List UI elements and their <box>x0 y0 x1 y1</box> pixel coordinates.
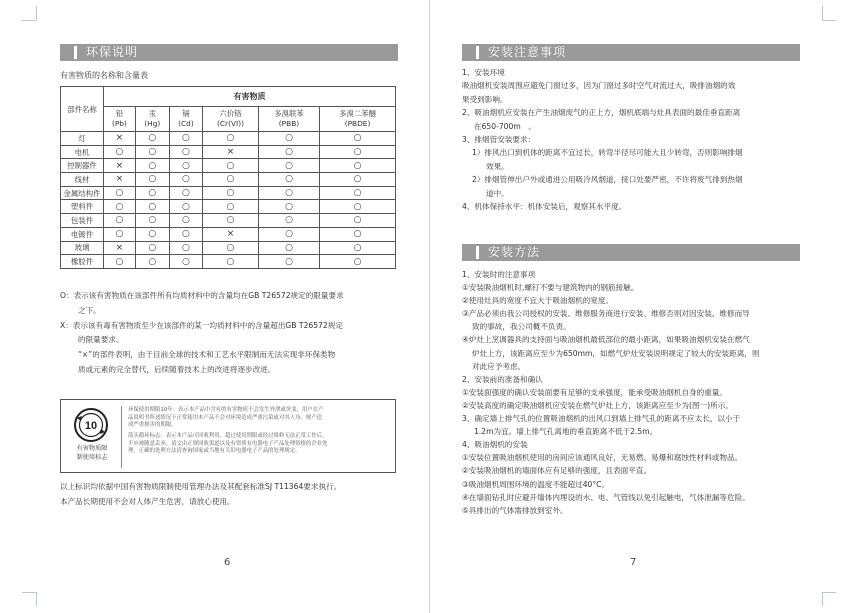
table-row <box>61 159 396 173</box>
body-line: ②安装吸油烟机的墙面体应有足够的强度，且表面平直。 <box>462 466 652 476</box>
substance-mark-cell: ○ <box>135 214 169 228</box>
environmental-label-box <box>60 399 396 473</box>
substance-mark-cell: ○ <box>135 173 169 187</box>
logo-caption-line: 制使用标志 <box>76 454 108 461</box>
crop-mark <box>822 592 836 593</box>
body-line: 在650-700m 。 <box>474 121 536 131</box>
note-line: O：表示该有害物质在该部件所有均质材料中的含量均在GB T26572规定的限量要求 <box>60 291 344 300</box>
crop-mark <box>822 20 836 21</box>
substance-symbol: (Cd) <box>178 119 194 128</box>
substance-mark-cell: ○ <box>135 145 169 159</box>
substance-symbol: (Cr(VI)) <box>217 119 244 128</box>
substance-name: 镉 <box>182 109 190 118</box>
part-name-cell: 线材 <box>61 173 104 187</box>
body-line: 吸油烟机安装周围应避免门窗过多，因为门窗过多时空气对流过大，吸排油烟的效 <box>462 81 736 91</box>
substance-mark-cell: ○ <box>135 241 169 255</box>
body-line: ②使用灶具的宽度不宜大于吸油烟机的宽度。 <box>462 296 614 306</box>
substance-mark-cell: × <box>203 145 259 159</box>
substance-symbol: (Hg) <box>144 119 161 128</box>
note-line: “×”的部件表明，由于目前全球的技术和工艺水平限制而无法实现非环保类物 <box>78 350 336 360</box>
body-line: 3、排烟管安装要求： <box>462 135 536 145</box>
substance-mark-cell: × <box>104 241 136 255</box>
table-row <box>61 255 396 269</box>
box-text-line: 箭头循环标志：表示本产品可回收利用。超过使用期限或经过维修无法正常工作后， <box>128 433 328 439</box>
compliance-statement <box>60 480 341 509</box>
substance-mark-cell: ○ <box>104 227 136 241</box>
note-line: X：表示该有毒有害物质至少在该部件的某一均质材料中的含量超出GB T26572规定 <box>60 320 343 330</box>
section-header-install-method <box>462 244 800 261</box>
body-line: 1、安装时的注意事项 <box>462 270 536 279</box>
install-notes-body <box>462 66 812 213</box>
body-line: ②安装高度的确定吸油烟机应安装在燃气炉灶上方，该距离应至少为(图一)所示。 <box>462 400 733 410</box>
note-line: 的限量要求。 <box>78 335 124 345</box>
substance-mark-cell: ○ <box>135 200 169 214</box>
recycle-description <box>128 433 390 456</box>
section-bar-notch <box>476 246 479 259</box>
box-text-line: 成严重损害的期限。 <box>128 422 177 429</box>
box-text-line: 不应被随意丢弃，请交由正规回收渠道以及有资质有电器电子产品处理资格的企业处 <box>128 440 328 447</box>
substance-name: 铅 <box>115 109 124 118</box>
substance-mark-cell: ○ <box>258 200 319 214</box>
section-bar-notch <box>74 46 77 59</box>
substance-mark-cell: × <box>104 132 136 146</box>
substance-mark-cell: ○ <box>320 132 396 146</box>
box-divider <box>121 406 122 468</box>
substance-symbol: (PBB) <box>278 119 300 128</box>
table-row <box>61 241 396 255</box>
logo-number: 10 <box>84 420 98 432</box>
substance-mark-cell: ○ <box>258 186 319 200</box>
epup-description <box>128 407 390 430</box>
section-bar-notch <box>476 46 479 59</box>
box-text-line: 理。正确的处理方法请查询国家或当地有关旧电器电子产品的处理规定。 <box>128 448 301 455</box>
body-line: 果受到影响。 <box>462 94 508 104</box>
section-header-install-notes <box>462 44 800 61</box>
substance-symbol: (Pb) <box>111 119 127 128</box>
substance-mark-cell: ○ <box>135 159 169 173</box>
table-row <box>61 186 396 200</box>
substance-mark-cell: × <box>203 227 259 241</box>
hazardous-substance-table <box>60 86 396 269</box>
table-caption: 有害物质的名称和含量表 <box>60 71 148 80</box>
body-line: 4、吸油烟机的安装 <box>462 440 528 450</box>
substance-mark-cell: ○ <box>320 255 396 269</box>
compliance-line: 以上标识均依据中国有害物质限制使用管理办法及其配套标准SJ T11364要求执行。 <box>60 482 342 491</box>
part-name-cell: 金属结构件 <box>61 186 104 200</box>
body-line: 4、机体保持水平：机体安装后，观察其水平度。 <box>462 202 627 212</box>
crop-mark <box>822 6 823 20</box>
substance-mark-cell: ○ <box>258 132 319 146</box>
section-title: 安装注意事项 <box>488 45 567 59</box>
substance-mark-cell: ○ <box>135 227 169 241</box>
note-line: 之下。 <box>78 305 101 315</box>
body-line: ③吸油烟机周围环境的温度不能超过40°C。 <box>462 479 610 489</box>
body-line: 2、安装前的准备和确认 <box>462 374 543 384</box>
substance-mark-cell: ○ <box>258 173 319 187</box>
substance-mark-cell: × <box>104 173 136 187</box>
part-name-cell: 电镀件 <box>61 227 104 241</box>
substance-mark-cell: ○ <box>203 255 259 269</box>
substance-column-header <box>258 107 319 132</box>
body-line: 3、确定墙上排气孔的位置吸油烟机的出风口到墙上排气孔的距离不应太长，以小于 <box>462 414 741 424</box>
substance-column-header <box>169 107 202 132</box>
substance-name: 六价铬 <box>219 109 242 118</box>
crop-mark <box>36 6 37 20</box>
body-line: 对此应予考虑。 <box>472 361 526 371</box>
substance-mark-cell: ○ <box>203 241 259 255</box>
substance-mark-cell: ○ <box>169 227 202 241</box>
substance-mark-cell: ○ <box>258 241 319 255</box>
part-name-header: 部件名称 <box>61 87 104 132</box>
body-line: 1、安装环境 <box>462 68 505 77</box>
body-line: ③产品必须由我公司授权的安装、维修服务商进行安装、维修否则对因安装、维修而导 <box>462 309 750 319</box>
part-name-cell: 塑料件 <box>61 200 104 214</box>
substance-group-header: 有害物质 <box>104 87 396 107</box>
substance-mark-cell: ○ <box>104 200 136 214</box>
substance-mark-cell: ○ <box>169 241 202 255</box>
substance-name: 汞 <box>148 109 157 118</box>
part-name-cell: 玻璃 <box>61 241 104 255</box>
table-row <box>61 132 396 146</box>
body-line: 致的事故，我公司概不负责。 <box>472 322 571 332</box>
substance-mark-cell: ○ <box>258 214 319 228</box>
crop-mark <box>822 592 823 606</box>
substance-mark-cell: ○ <box>169 214 202 228</box>
body-line: 1.2m为宜。墙上排气孔离地的垂直距离不低于2.5m。 <box>474 427 658 437</box>
substance-mark-cell: ○ <box>169 132 202 146</box>
substance-column-header <box>320 107 396 132</box>
epup-10-year-icon <box>73 407 109 443</box>
substance-mark-cell: ○ <box>169 173 202 187</box>
body-line: 道中。 <box>486 188 509 198</box>
substance-mark-cell: ○ <box>258 255 319 269</box>
right-page <box>430 0 859 613</box>
body-line: ④炉灶上烹调器具的支持面与吸油烟机最低部位的最小距离，如果吸油烟机安装在燃气 <box>462 335 750 345</box>
substance-name: 多溴二苯醚 <box>339 109 376 118</box>
substance-mark-cell: ○ <box>169 145 202 159</box>
substance-mark-cell: ○ <box>203 132 259 146</box>
substance-mark-cell: ○ <box>320 186 396 200</box>
table-row <box>61 227 396 241</box>
substance-mark-cell: ○ <box>320 159 396 173</box>
body-line: 效果。 <box>486 161 509 171</box>
part-name-cell: 控制器件 <box>61 159 104 173</box>
section-title: 安装方法 <box>488 245 541 259</box>
body-line: ①安装面强度的确认安装面要有足够的支承强度，能承受吸油烟机自身的重量。 <box>462 387 727 397</box>
crop-mark <box>22 20 36 21</box>
substance-mark-cell: ○ <box>203 159 259 173</box>
substance-symbol: (PBDE) <box>344 119 371 128</box>
substance-mark-cell: ○ <box>135 186 169 200</box>
substance-mark-cell: ○ <box>320 227 396 241</box>
box-text-line: 环保使用期限10年：表示本产品中含有的有害物质不会发生外泄或突变，用户在产 <box>128 407 324 413</box>
compliance-line: 本产品长期使用不会对人体产生危害，请放心使用。 <box>60 496 235 506</box>
logo-caption <box>65 444 119 462</box>
body-line: 炉灶上方，该距离应至少为650mm，如燃气炉灶安装说明规定了较大的安装距离，则 <box>472 348 760 358</box>
table-row <box>61 214 396 228</box>
substance-mark-cell: ○ <box>135 132 169 146</box>
section-header-environmental <box>60 44 398 61</box>
body-line: ④在墙面钻孔时应避开墙体内埋设的水、电、气管线以免引起触电，气体泄漏等危险。 <box>462 492 750 502</box>
part-name-cell: 橡胶件 <box>61 255 104 269</box>
note-line: 质或元素的完全替代，后续随着技术上的改进将逐步改进。 <box>78 365 276 374</box>
left-page <box>0 0 429 613</box>
substance-mark-cell: ○ <box>203 214 259 228</box>
substance-mark-cell: ○ <box>169 159 202 173</box>
substance-column-header <box>203 107 259 132</box>
part-name-cell: 灯 <box>61 132 104 146</box>
substance-mark-cell: ○ <box>135 255 169 269</box>
substance-mark-cell: ○ <box>104 214 136 228</box>
substance-name: 多溴联苯 <box>274 109 304 118</box>
body-line: ⑤具排出的气体需排放到室外。 <box>462 505 568 515</box>
table-row <box>61 173 396 187</box>
substance-mark-cell: ○ <box>203 173 259 187</box>
part-name-cell: 包装件 <box>61 214 104 228</box>
substance-mark-cell: ○ <box>104 255 136 269</box>
substance-column-header <box>135 107 169 132</box>
section-title: 环保说明 <box>86 45 139 59</box>
body-line: 2、吸油烟机应安装在产生油烟废气的正上方，烟机底端与灶具表面的最佳垂直距离 <box>462 108 741 118</box>
box-text-line: 品说明书所述情况下正常使用本产品不会对环境造成严重污染或对其人身、财产造 <box>128 414 323 421</box>
substance-mark-cell: ○ <box>320 145 396 159</box>
body-line: 2）排烟管伸出户外或通进公用吸冷风烟道，接口处要严密，不许将废气排到热烟 <box>472 175 743 185</box>
body-line: ①安装吸油烟机时,螺钉不要与建筑物内的钢筋接触。 <box>462 283 639 293</box>
substance-mark-cell: ○ <box>169 186 202 200</box>
table-row <box>61 145 396 159</box>
crop-mark <box>22 592 36 593</box>
body-line: 1）排风出口到机体的距离不宜过长，转弯半径尽可能大且少转弯，否则影响排烟 <box>472 148 743 158</box>
substance-mark-cell: ○ <box>258 227 319 241</box>
table-row <box>61 200 396 214</box>
substance-mark-cell: ○ <box>203 186 259 200</box>
page-number-right: 7 <box>630 557 637 568</box>
page-number-left: 6 <box>224 557 231 568</box>
part-name-cell: 电机 <box>61 145 104 159</box>
install-method-body <box>462 268 814 517</box>
body-line: ①安装位置吸油烟机使用的房间应该通风良好，无易燃、易爆和腐蚀性材料或物品。 <box>462 453 743 463</box>
substance-column-header <box>104 107 136 132</box>
substance-mark-cell: ○ <box>320 241 396 255</box>
substance-mark-cell: ○ <box>258 159 319 173</box>
substance-mark-cell: ○ <box>203 200 259 214</box>
substance-mark-cell: × <box>104 159 136 173</box>
substance-mark-cell: ○ <box>320 173 396 187</box>
substance-mark-cell: ○ <box>169 200 202 214</box>
substance-mark-cell: ○ <box>258 145 319 159</box>
logo-caption-line: 有害物质限 <box>76 445 108 452</box>
substance-mark-cell: ○ <box>320 214 396 228</box>
substance-mark-cell: ○ <box>104 145 136 159</box>
substance-mark-cell: ○ <box>169 255 202 269</box>
substance-mark-cell: ○ <box>104 186 136 200</box>
substance-mark-cell: ○ <box>320 200 396 214</box>
crop-mark <box>36 592 37 606</box>
